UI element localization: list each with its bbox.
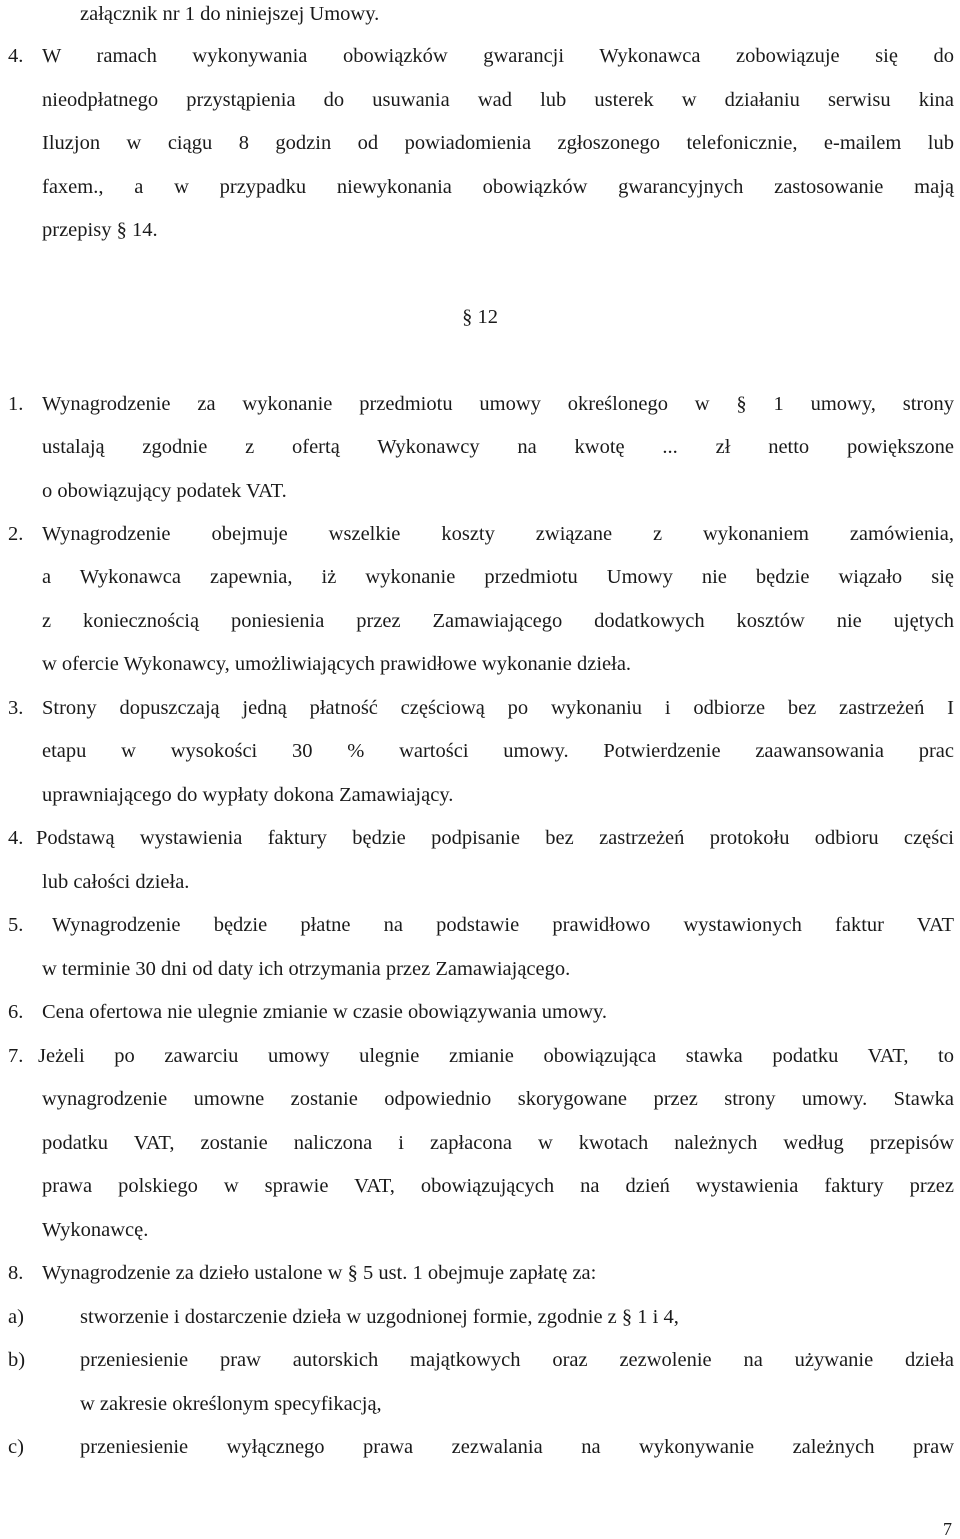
- paragraph-line: Jeżeli po zawarciu umowy ulegnie zmianie obowiązująca stawka podatku VAT, to: [38, 1045, 954, 1067]
- item-number: 3.: [8, 697, 24, 719]
- subitem-letter: b): [8, 1349, 26, 1371]
- paragraph-line: wynagrodzenie umowne zostanie odpowiednio skorygowane przez strony umowy. Stawka: [42, 1088, 954, 1110]
- item-number: 5.: [8, 914, 24, 936]
- paragraph-line: w ofercie Wykonawcy, umożliwiających prawidłowe wykonanie dzieła.: [42, 653, 632, 675]
- paragraph-line: przeniesienie praw autorskich majątkowych oraz zezwolenie na używanie dzieła: [80, 1349, 954, 1371]
- paragraph-line: nieodpłatnego przystąpienia do usuwania wad lub usterek w działaniu serwisu kina: [42, 89, 954, 111]
- paragraph-line: Podstawą wystawienia faktury będzie podpisanie bez zastrzeżeń protokołu odbioru części: [36, 827, 954, 849]
- item-number: 4.: [8, 45, 24, 67]
- paragraph-line: Strony dopuszczają jedną płatność częściową po wykonaniu i odbiorze bez zastrzeżeń I: [42, 697, 954, 719]
- item-number: 7.: [8, 1045, 24, 1067]
- item-number: 1.: [8, 393, 24, 415]
- item-number: 2.: [8, 523, 24, 545]
- paragraph-line: Wynagrodzenie będzie płatne na podstawie prawidłowo wystawionych faktur VAT: [52, 914, 954, 936]
- paragraph-line: a Wykonawca zapewnia, iż wykonanie przedmiotu Umowy nie będzie wiązało się: [42, 566, 954, 588]
- paragraph-line: przeniesienie wyłącznego prawa zezwalania na wykonywanie zależnych praw: [80, 1436, 954, 1458]
- paragraph-line: Wykonawcę.: [42, 1219, 149, 1241]
- item-number: 4.: [8, 827, 24, 849]
- page-number: 7: [943, 1519, 952, 1539]
- paragraph-line: przepisy § 14.: [42, 219, 158, 241]
- paragraph-line: lub całości dzieła.: [42, 871, 190, 893]
- paragraph-line: uprawniającego do wypłaty dokona Zamawiający.: [42, 784, 454, 806]
- paragraph-line: o obowiązujący podatek VAT.: [42, 480, 287, 502]
- paragraph-line: Iluzjon w ciągu 8 godzin od powiadomienia zgłoszonego telefonicznie, e-mailem lub: [42, 132, 954, 154]
- item-number: 6.: [8, 1001, 24, 1023]
- paragraph-line: prawa polskiego w sprawie VAT, obowiązujących na dzień wystawienia faktury przez: [42, 1175, 954, 1197]
- paragraph-line: Wynagrodzenie za dzieło ustalone w § 5 ust. 1 obejmuje zapłatę za:: [42, 1262, 597, 1284]
- paragraph-line: podatku VAT, zostanie naliczona i zapłacona w kwotach należnych według przepisów: [42, 1132, 954, 1154]
- section-heading: § 12: [462, 306, 498, 328]
- paragraph-line: w terminie 30 dni od daty ich otrzymania przez Zamawiającego.: [42, 958, 571, 980]
- paragraph-line: W ramach wykonywania obowiązków gwarancji Wykonawca zobowiązuje się do: [42, 45, 954, 67]
- paragraph-line: Wynagrodzenie obejmuje wszelkie koszty związane z wykonaniem zamówienia,: [42, 523, 954, 545]
- subitem-letter: a): [8, 1306, 24, 1328]
- intro-line: załącznik nr 1 do niniejszej Umowy.: [80, 3, 380, 25]
- paragraph-line: Cena ofertowa nie ulegnie zmianie w czasie obowiązywania umowy.: [42, 1001, 608, 1023]
- subitem-letter: c): [8, 1436, 24, 1458]
- paragraph-line: ustalają zgodnie z ofertą Wykonawcy na kwotę ... zł netto powiększone: [42, 436, 954, 458]
- paragraph-line: faxem., a w przypadku niewykonania obowiązków gwarancyjnych zastosowanie mają: [42, 176, 954, 198]
- paragraph-line: stworzenie i dostarczenie dzieła w uzgodnionej formie, zgodnie z § 1 i 4,: [80, 1306, 679, 1328]
- paragraph-line: etapu w wysokości 30 % wartości umowy. Potwierdzenie zaawansowania prac: [42, 740, 954, 762]
- paragraph-line: Wynagrodzenie za wykonanie przedmiotu umowy określonego w § 1 umowy, strony: [42, 393, 954, 415]
- paragraph-line: w zakresie określonym specyfikacją,: [80, 1393, 382, 1415]
- item-number: 8.: [8, 1262, 24, 1284]
- paragraph-line: z koniecznością poniesienia przez Zamawiającego dodatkowych kosztów nie ujętych: [42, 610, 954, 632]
